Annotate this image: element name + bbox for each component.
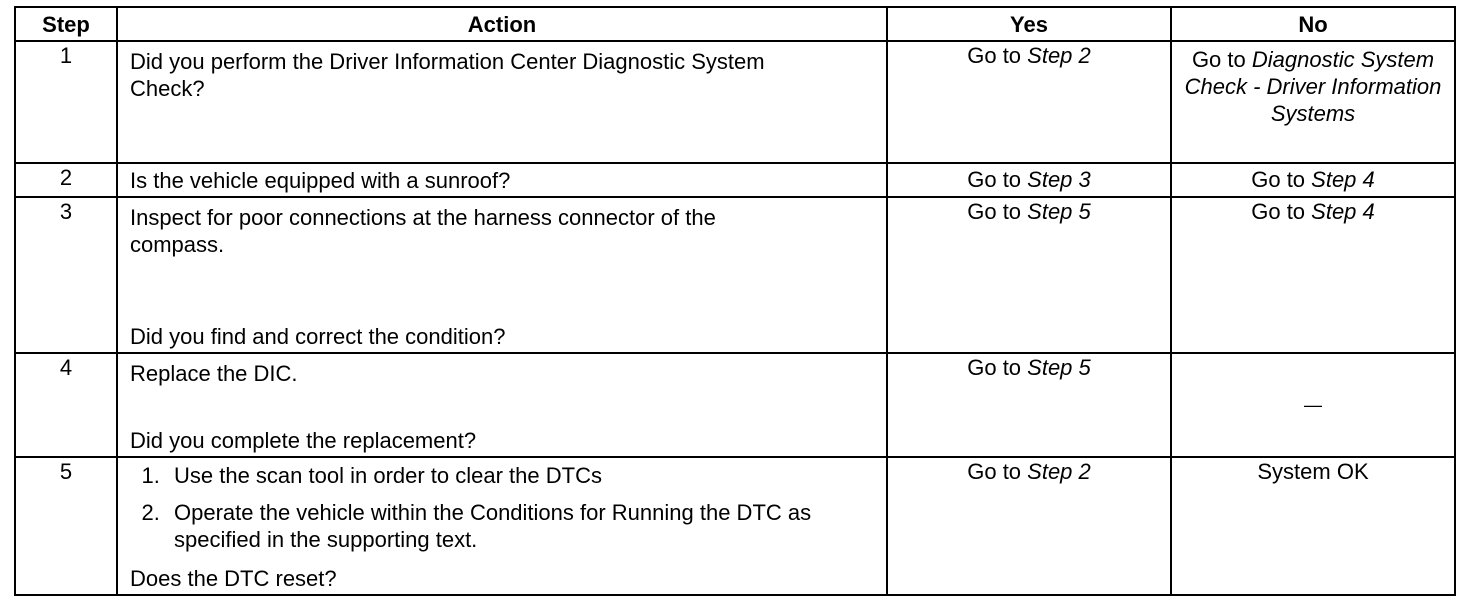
substep-list xyxy=(130,462,874,563)
step-number: 1 xyxy=(15,41,117,163)
yes-cell xyxy=(887,457,1171,595)
no-result-text: System OK xyxy=(1257,459,1369,484)
action-cell xyxy=(117,163,887,197)
substep-item: 1. Use the scan tool in order to clear the DTCs xyxy=(166,462,874,489)
table-row xyxy=(15,353,1455,457)
action-cell xyxy=(117,197,887,353)
action-text: Inspect for poor connections at the harness connector of the compass. xyxy=(130,205,716,257)
header-row xyxy=(15,7,1455,41)
yes-prefix: Go to xyxy=(967,199,1028,224)
step-number: 2 xyxy=(15,163,117,197)
step-number: 3 xyxy=(15,197,117,353)
no-cell xyxy=(1171,457,1455,595)
table-row xyxy=(15,41,1455,163)
yes-prefix: Go to xyxy=(967,355,1028,380)
no-target-link[interactable]: Step 4 xyxy=(1311,166,1375,192)
yes-target-link[interactable]: Step 5 xyxy=(1027,355,1091,380)
yes-cell xyxy=(887,197,1171,353)
step-number: 5 xyxy=(15,457,117,595)
yes-target-link[interactable]: Step 3 xyxy=(1027,166,1091,192)
yes-target-link[interactable]: Step 2 xyxy=(1027,43,1091,68)
no-prefix: Go to xyxy=(1251,199,1312,224)
yes-prefix: Go to xyxy=(967,43,1028,68)
yes-cell xyxy=(887,41,1171,163)
yes-cell xyxy=(887,163,1171,197)
no-prefix: Go to xyxy=(1251,166,1312,192)
header-action: Action xyxy=(117,7,887,41)
substep-item: 2. Operate the vehicle within the Conditions for Running the DTC as specified in the supporting text. xyxy=(166,499,874,553)
yes-prefix: Go to xyxy=(967,166,1028,192)
yes-cell xyxy=(887,353,1171,457)
action-text: Replace the DIC. xyxy=(130,361,298,386)
no-cell xyxy=(1171,197,1455,353)
action-question: Did you find and correct the condition? xyxy=(130,324,506,349)
no-target-link[interactable]: Diagnostic System Check - Driver Information Systems xyxy=(1184,47,1442,126)
table-row xyxy=(15,163,1455,197)
yes-target-link[interactable]: Step 2 xyxy=(1027,459,1091,484)
no-dash: — xyxy=(1304,394,1322,415)
action-text: Did you perform the Driver Information Center Diagnostic System Check? xyxy=(130,49,765,101)
table-row xyxy=(15,457,1455,595)
no-prefix: Go to xyxy=(1191,47,1252,72)
action-question: Did you complete the replacement? xyxy=(130,428,477,453)
action-cell xyxy=(117,457,887,595)
action-question: Does the DTC reset? xyxy=(130,566,337,591)
diagnostic-table xyxy=(14,6,1456,596)
action-cell xyxy=(117,41,887,163)
no-cell xyxy=(1171,41,1455,163)
action-text: Is the vehicle equipped with a sunroof? xyxy=(130,167,511,193)
no-cell xyxy=(1171,163,1455,197)
header-no: No xyxy=(1171,7,1455,41)
step-number: 4 xyxy=(15,353,117,457)
no-cell xyxy=(1171,353,1455,457)
header-yes: Yes xyxy=(887,7,1171,41)
no-target-link[interactable]: Step 4 xyxy=(1311,199,1375,224)
yes-target-link[interactable]: Step 5 xyxy=(1027,199,1091,224)
action-cell xyxy=(117,353,887,457)
table-row xyxy=(15,197,1455,353)
yes-prefix: Go to xyxy=(967,459,1028,484)
header-step: Step xyxy=(15,7,117,41)
